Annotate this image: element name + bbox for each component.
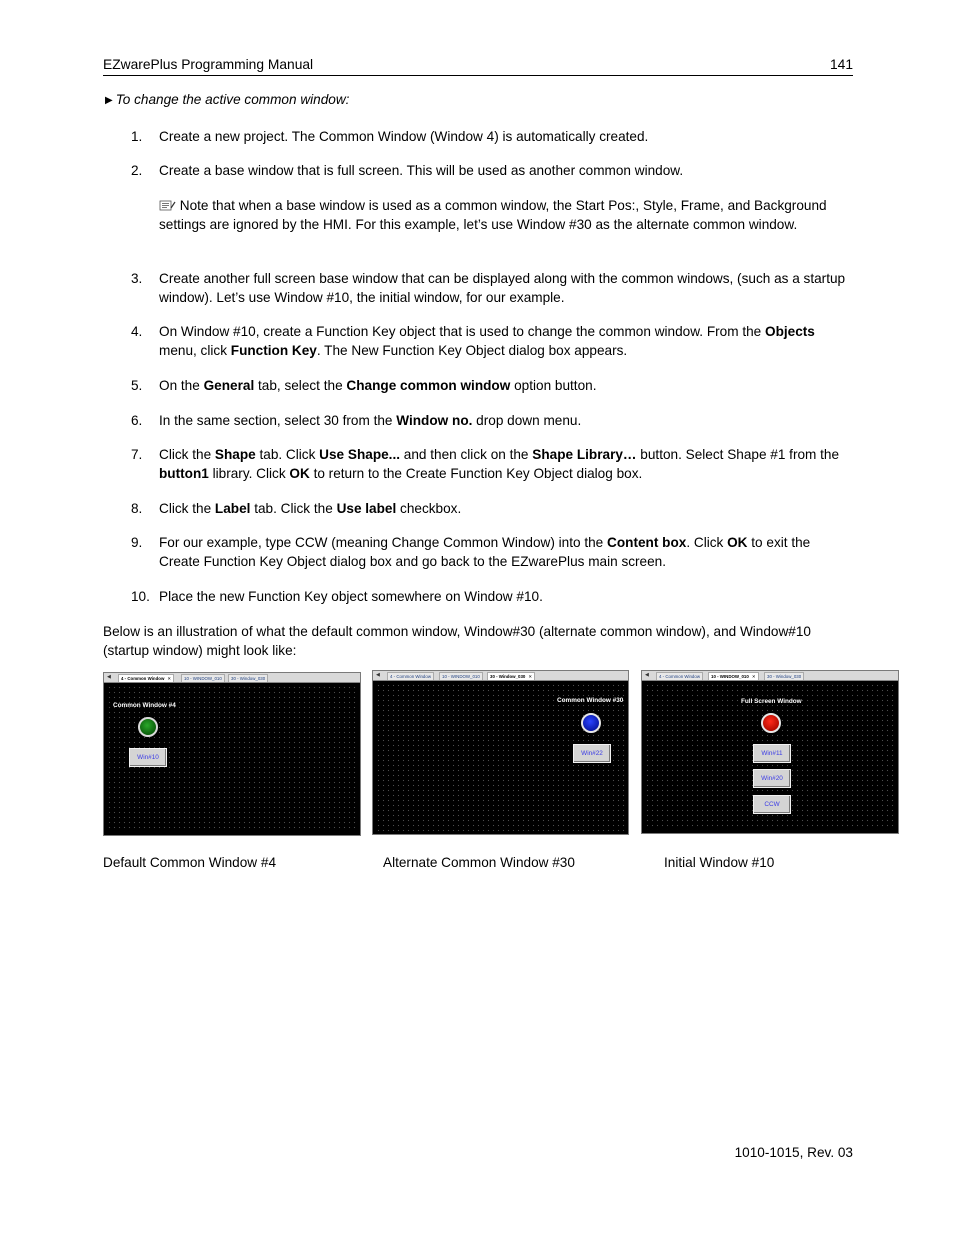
tab-window-010[interactable]: 10 - WINDOW_010 [439, 672, 483, 680]
page-number: 141 [829, 57, 853, 72]
window-canvas [645, 683, 895, 830]
step-text-segment: tab, select the [254, 378, 347, 393]
step-text-segment: checkbox. [396, 501, 462, 516]
tab-common-window[interactable]: 4 - Common Window [387, 672, 434, 680]
step-number: 5. [131, 378, 143, 393]
step-text [159, 269, 853, 307]
ui-term: Label [214, 501, 251, 516]
step-text-segment: Click the [159, 501, 215, 516]
ui-term: OK [289, 466, 310, 481]
step-text-segment: button. Select Shape #1 from the [636, 447, 840, 462]
step-number: 1. [131, 129, 143, 144]
step-number: 8. [131, 501, 143, 516]
window-canvas [376, 683, 625, 831]
window-tab-bar [104, 673, 360, 683]
ui-term: Use Shape... [319, 447, 401, 462]
tab-scroll-left-icon: ◀ [107, 674, 111, 680]
ui-term: Objects [765, 324, 815, 339]
caption-default-common-window: Default Common Window #4 [103, 855, 277, 870]
step-text-segment: to return to the Create Function Key Object dialog box. [309, 466, 643, 481]
window-tab-bar [373, 671, 628, 681]
function-key-button[interactable]: Win#20 [753, 769, 791, 788]
window-title-label: Full Screen Window [741, 698, 802, 705]
function-key-button[interactable]: Win#11 [753, 744, 791, 763]
procedure-heading-text: To change the active common window: [115, 92, 350, 107]
ui-term: Content box [607, 535, 687, 550]
bit-lamp-green [138, 717, 158, 737]
tab-window-030[interactable]: 30 - Window_030 ✕ [487, 672, 535, 680]
step-text-segment: Place the new Function Key object somewhere on Window #10. [159, 589, 543, 604]
ui-term: Change common window [346, 378, 511, 393]
tab-scroll-left-icon: ◀ [645, 672, 649, 678]
ui-term: General [203, 378, 255, 393]
step-number: 7. [131, 447, 143, 462]
function-key-button[interactable]: Win#22 [573, 744, 611, 763]
caption-initial-window: Initial Window #10 [664, 855, 775, 870]
function-key-button[interactable]: CCW [753, 795, 791, 814]
ui-term: Shape Library… [532, 447, 637, 462]
ui-term: Window no. [396, 413, 473, 428]
step-text [159, 127, 853, 146]
note-paragraph [159, 196, 853, 234]
caption-alternate-common-window: Alternate Common Window #30 [383, 855, 575, 870]
bit-lamp-blue [581, 713, 601, 733]
triangle-right-icon: ▶ [105, 95, 113, 106]
document-revision: 1010-1015, Rev. 03 [734, 1145, 853, 1160]
window-canvas [107, 685, 357, 832]
tab-window-010[interactable]: 10 - WINDOW_010 ✕ [708, 672, 759, 680]
step-text [159, 322, 853, 360]
step-text-segment: Create another full screen base window that can be displayed along with the common windows, (such as a startup window). Let’s use Window #10, the initial window, for our example. [159, 271, 846, 305]
window-title-label: Common Window #4 [113, 702, 176, 709]
step-text [159, 587, 853, 606]
tab-common-window[interactable]: 4 - Common Window ✕ [118, 674, 174, 682]
page-header [103, 57, 853, 76]
ui-term: button1 [159, 466, 209, 481]
ui-term: OK [727, 535, 748, 550]
step-text-segment: On Window #10, create a Function Key object that is used to change the common window. From the [159, 324, 765, 339]
window-tab-bar [642, 671, 898, 681]
step-text-segment: tab. Click [255, 447, 320, 462]
illustration-intro: Below is an illustration of what the default common window, Window#30 (alternate common window), and Window#10 (startup window) might look like: [103, 624, 811, 658]
step-text-segment: and then click on the [400, 447, 533, 462]
screenshot-common-window-30 [372, 670, 629, 835]
step-number: 3. [131, 271, 143, 286]
step-text-segment: Click the [159, 447, 215, 462]
step-text [159, 499, 853, 518]
step-text [159, 161, 853, 180]
ui-term: Shape [214, 447, 256, 462]
tab-window-010[interactable]: 10 - WINDOW_010 [181, 674, 225, 682]
step-text [159, 445, 853, 483]
function-key-button[interactable]: Win#10 [129, 748, 167, 767]
step-text [159, 411, 853, 430]
step-text-segment: drop down menu. [472, 413, 582, 428]
tab-window-030[interactable]: 30 - Window_030 [764, 672, 804, 680]
step-text [159, 376, 853, 395]
step-text-segment: to exit the Create Function Key Object dialog box and go back to the EZwarePlus main screen. [159, 535, 811, 569]
tab-window-030[interactable]: 30 - Window_030 [228, 674, 268, 682]
step-number: 4. [131, 324, 143, 339]
tab-scroll-left-icon: ◀ [376, 672, 380, 678]
procedure-heading [105, 92, 349, 107]
step-text-segment: For our example, type CCW (meaning Change Common Window) into the [159, 535, 608, 550]
screenshot-common-window-4 [103, 672, 361, 836]
step-text-segment: . The New Function Key Object dialog box appears. [316, 343, 628, 358]
step-text-segment: Create a base window that is full screen. This will be used as another common window. [159, 163, 684, 178]
step-text-segment: menu, click [159, 343, 231, 358]
step-text-segment: Create a new project. The Common Window (Window 4) is automatically created. [159, 129, 649, 144]
manual-title: EZwarePlus Programming Manual [103, 57, 314, 72]
step-number: 9. [131, 535, 143, 550]
step-text [159, 533, 853, 571]
note-text: Note that when a base window is used as a common window, the Start Pos:, Style, Frame, and Background settings are ignored by the HMI. For this example, let’s use Window #30 as the alternate common window. [159, 198, 827, 232]
step-text-segment: option button. [510, 378, 597, 393]
ui-term: Function Key [230, 343, 317, 358]
screenshot-initial-window-10 [641, 670, 899, 834]
step-text-segment: library. Click [208, 466, 290, 481]
step-number: 6. [131, 413, 143, 428]
window-title-label: Common Window #30 [557, 697, 624, 704]
step-number: 2. [131, 163, 143, 178]
step-number: 10. [131, 589, 150, 604]
tab-common-window[interactable]: 4 - Common Window [656, 672, 703, 680]
bit-lamp-red [761, 713, 781, 733]
step-text-segment: On the [159, 378, 204, 393]
step-text-segment: In the same section, select 30 from the [159, 413, 397, 428]
note-icon [159, 200, 176, 211]
step-text-segment: . Click [686, 535, 728, 550]
close-icon[interactable]: ✕ [167, 676, 172, 681]
close-icon[interactable]: ✕ [528, 674, 533, 679]
step-text-segment: tab. Click the [250, 501, 337, 516]
close-icon[interactable]: ✕ [751, 674, 756, 679]
ui-term: Use label [336, 501, 397, 516]
